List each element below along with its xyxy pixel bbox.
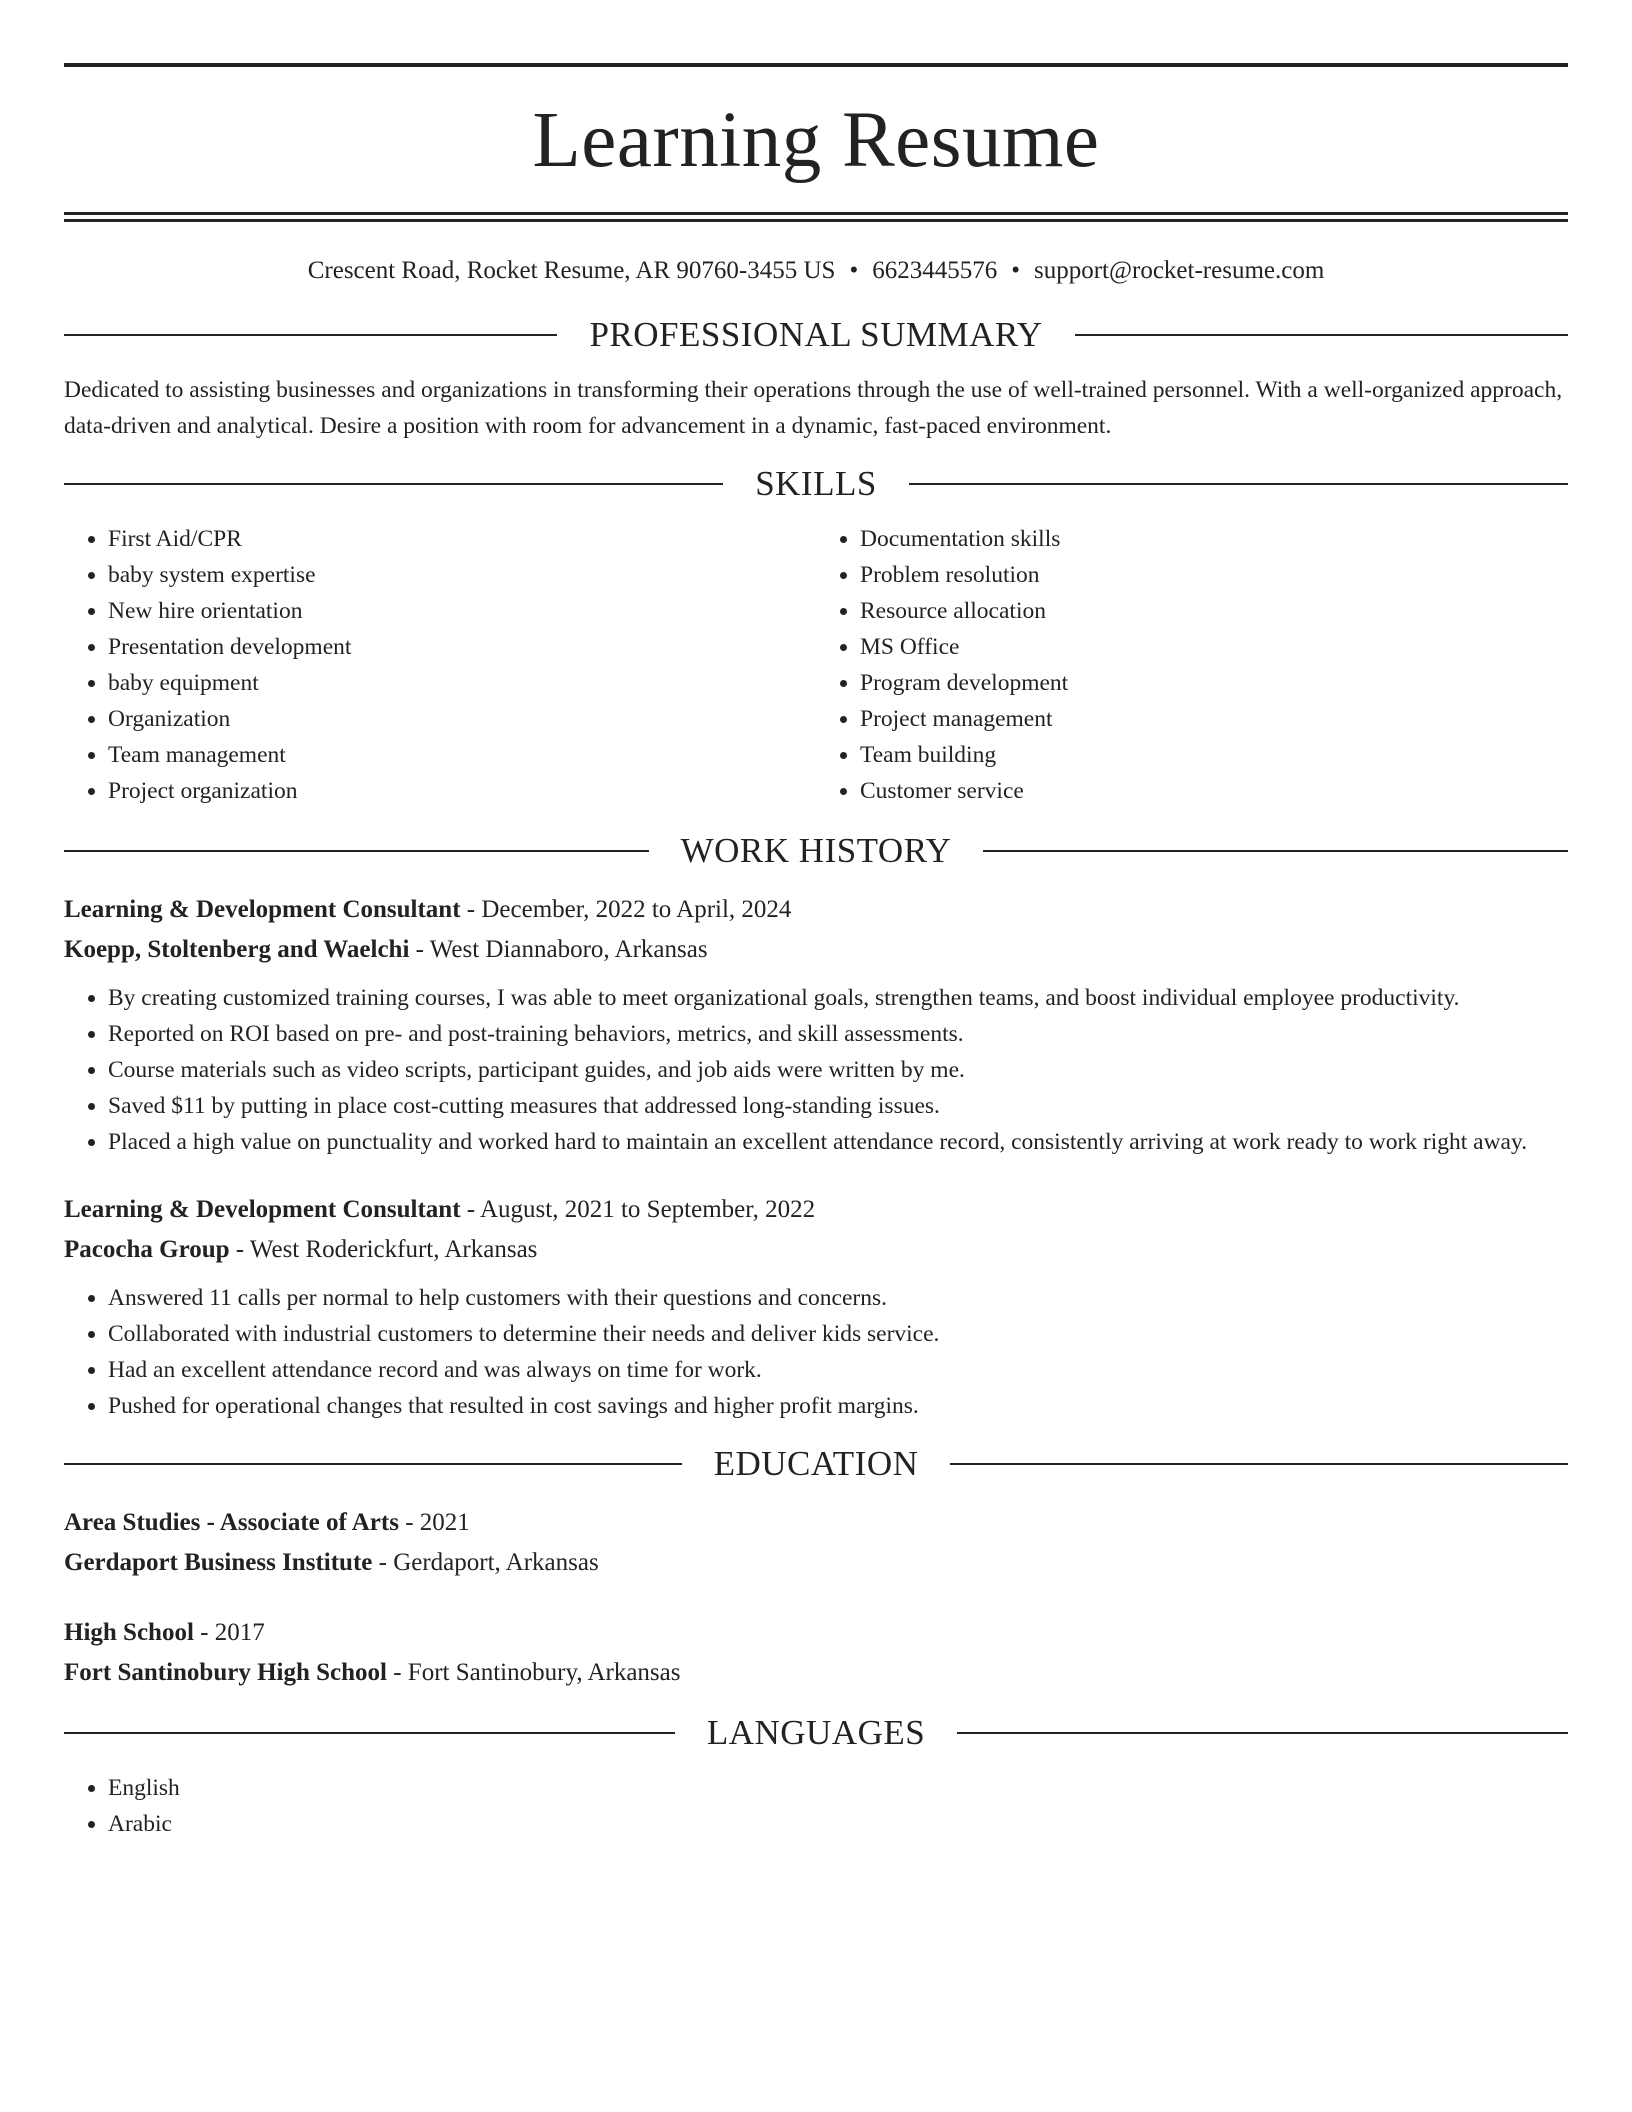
heading-rule bbox=[1075, 334, 1568, 336]
job-entry bbox=[64, 1190, 1568, 1424]
contact-separator: • bbox=[1011, 257, 1020, 284]
skills-column-right bbox=[816, 521, 1568, 809]
job-bullet: • Course materials such as video scripts, participant guides, and job aids were written by me. bbox=[108, 1052, 1568, 1088]
section-title: SKILLS bbox=[755, 464, 877, 503]
education-degree-line bbox=[64, 1503, 1568, 1543]
skills-column-left bbox=[64, 521, 816, 809]
skill-item: • Team management bbox=[108, 737, 816, 773]
job-bullet: • Placed a high value on punctuality and worked hard to maintain an excellent attendance record, consistently arriving at work ready to work right away. bbox=[108, 1124, 1568, 1160]
heading-rule bbox=[983, 850, 1568, 852]
job-title: Learning & Development Consultant bbox=[64, 896, 461, 923]
heading-rule bbox=[909, 483, 1568, 485]
job-bullets bbox=[64, 1280, 1568, 1424]
heading-rule bbox=[64, 1732, 675, 1734]
education-school-line bbox=[64, 1653, 1568, 1693]
skill-item: • Presentation development bbox=[108, 629, 816, 665]
contact-separator: • bbox=[849, 257, 859, 284]
education-entry bbox=[64, 1613, 1568, 1693]
section-heading-languages bbox=[64, 1715, 1568, 1750]
skill-item: • Team building bbox=[860, 737, 1568, 773]
education-entry bbox=[64, 1503, 1568, 1583]
skill-item: • Program development bbox=[860, 665, 1568, 701]
section-heading-education bbox=[64, 1446, 1568, 1481]
skill-item: • Project management bbox=[860, 701, 1568, 737]
education-location: - Fort Santinobury, Arkansas bbox=[386, 1659, 681, 1686]
education-school: Gerdaport Business Institute bbox=[64, 1549, 373, 1576]
education-year: - 2017 bbox=[193, 1619, 265, 1646]
section-heading-work-history bbox=[64, 833, 1568, 868]
job-company-line bbox=[64, 930, 1568, 970]
section-title: EDUCATION bbox=[713, 1444, 919, 1483]
skill-item: • Project organization bbox=[108, 773, 816, 809]
section-title: WORK HISTORY bbox=[680, 831, 952, 870]
section-heading-summary bbox=[64, 317, 1568, 352]
skill-item: • baby system expertise bbox=[108, 557, 816, 593]
job-dates: - August, 2021 to September, 2022 bbox=[460, 1196, 816, 1223]
language-item: • English bbox=[108, 1770, 1568, 1806]
contact-email: support@rocket-resume.com bbox=[1033, 257, 1325, 284]
skill-item: • Resource allocation bbox=[860, 593, 1568, 629]
heading-rule bbox=[64, 850, 649, 852]
job-company: Pacocha Group bbox=[64, 1236, 230, 1263]
languages-list bbox=[64, 1770, 1568, 1842]
skill-item: • First Aid/CPR bbox=[108, 521, 816, 557]
skill-item: • New hire orientation bbox=[108, 593, 816, 629]
section-title: PROFESSIONAL SUMMARY bbox=[589, 315, 1043, 354]
job-bullet: • Had an excellent attendance record and was always on time for work. bbox=[108, 1352, 1568, 1388]
section-title: LANGUAGES bbox=[706, 1713, 926, 1752]
title-double-rule bbox=[64, 212, 1568, 222]
contact-line bbox=[64, 258, 1568, 283]
job-bullet: • Saved $11 by putting in place cost-cutting measures that addressed long-standing issues. bbox=[108, 1088, 1568, 1124]
job-bullet: • Pushed for operational changes that resulted in cost savings and higher profit margins. bbox=[108, 1388, 1568, 1424]
education-degree: Area Studies - Associate of Arts bbox=[64, 1509, 399, 1536]
skill-item: • baby equipment bbox=[108, 665, 816, 701]
job-bullet: • Reported on ROI based on pre- and post-training behaviors, metrics, and skill assessments. bbox=[108, 1016, 1568, 1052]
contact-address: Crescent Road, Rocket Resume, AR 90760-3455 US bbox=[307, 257, 836, 284]
job-bullet: • Collaborated with industrial customers to determine their needs and deliver kids service. bbox=[108, 1316, 1568, 1352]
skill-item: • Documentation skills bbox=[860, 521, 1568, 557]
job-location: - West Roderickfurt, Arkansas bbox=[229, 1236, 538, 1263]
heading-rule bbox=[950, 1463, 1568, 1465]
heading-rule bbox=[957, 1732, 1568, 1734]
job-bullet: • By creating customized training courses, I was able to meet organizational goals, strengthen teams, and boost individual employee productivity. bbox=[108, 980, 1568, 1016]
contact-phone: 6623445576 bbox=[872, 257, 998, 284]
section-heading-skills bbox=[64, 466, 1568, 501]
job-bullet: • Answered 11 calls per normal to help customers with their questions and concerns. bbox=[108, 1280, 1568, 1316]
education-location: - Gerdaport, Arkansas bbox=[372, 1549, 599, 1576]
summary-text: Dedicated to assisting businesses and organizations in transforming their operations through the use of well-trained personnel. With a well-organized approach, data-driven and analytical. Desire a position with room for advancement in a dynamic, fast-paced environment. bbox=[64, 377, 1563, 439]
job-title: Learning & Development Consultant bbox=[64, 1196, 461, 1223]
heading-rule bbox=[64, 483, 723, 485]
skills-list bbox=[64, 521, 1568, 809]
resume-title: Learning Resume bbox=[532, 97, 1100, 184]
job-location: - West Diannaboro, Arkansas bbox=[409, 936, 708, 963]
skill-item: • Customer service bbox=[860, 773, 1568, 809]
heading-rule bbox=[64, 334, 557, 336]
job-title-line bbox=[64, 1190, 1568, 1230]
job-company: Koepp, Stoltenberg and Waelchi bbox=[64, 936, 410, 963]
education-school-line bbox=[64, 1543, 1568, 1583]
education-year: - 2021 bbox=[398, 1509, 470, 1536]
heading-rule bbox=[64, 1463, 682, 1465]
job-bullets bbox=[64, 980, 1568, 1160]
skill-item: • Organization bbox=[108, 701, 816, 737]
skill-item: • MS Office bbox=[860, 629, 1568, 665]
education-school: Fort Santinobury High School bbox=[64, 1659, 387, 1686]
job-company-line bbox=[64, 1230, 1568, 1270]
top-rule bbox=[64, 63, 1568, 67]
job-title-line bbox=[64, 890, 1568, 930]
education-degree-line bbox=[64, 1613, 1568, 1653]
job-entry bbox=[64, 890, 1568, 1160]
skill-item: • Problem resolution bbox=[860, 557, 1568, 593]
education-degree: High School bbox=[64, 1619, 194, 1646]
language-item: • Arabic bbox=[108, 1806, 1568, 1842]
job-dates: - December, 2022 to April, 2024 bbox=[460, 896, 792, 923]
